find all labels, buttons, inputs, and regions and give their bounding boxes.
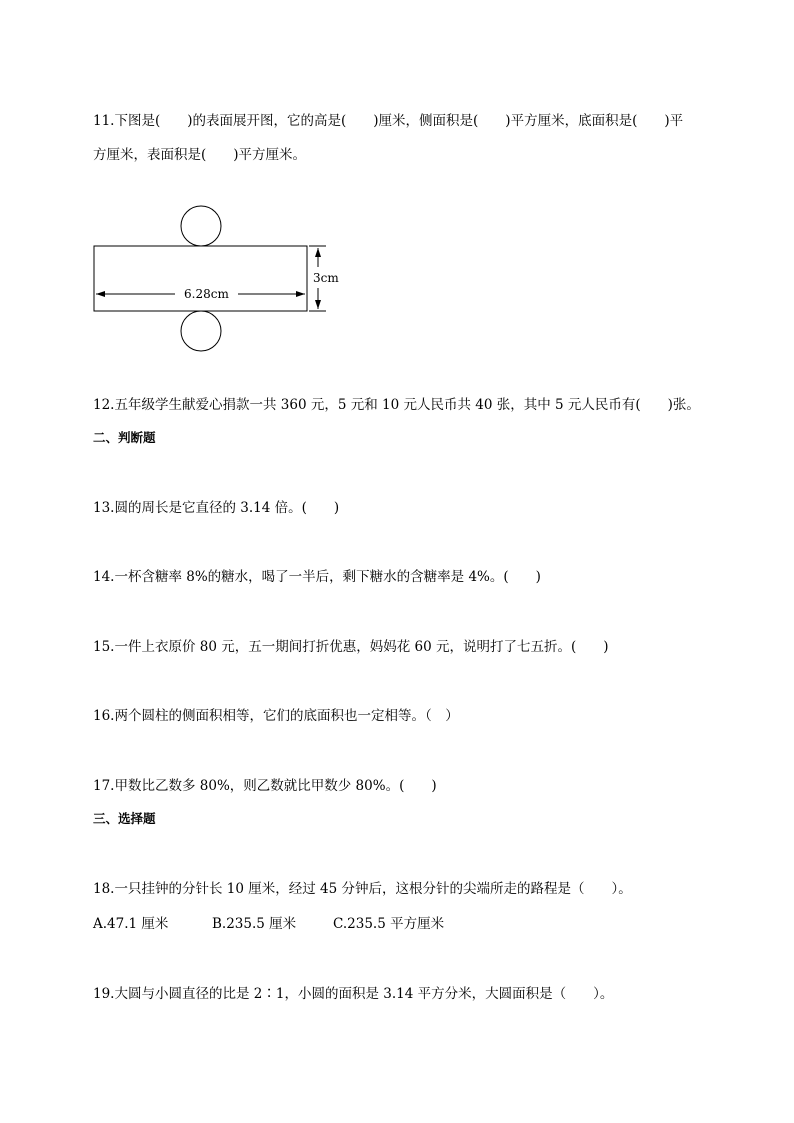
question-15: 15.一件上衣原价 80 元，五一期间打折优惠，妈妈花 60 元，说明打了七五折。( ) — [93, 639, 609, 655]
question-17: 17.甲数比乙数多 80%，则乙数就比甲数少 80%。( ) — [93, 778, 437, 794]
section-heading-choice: 三、选择题 — [93, 811, 156, 826]
question-18-option-c: C.235.5 平方厘米 — [333, 916, 445, 932]
cylinder-net-figure — [80, 196, 350, 356]
section-heading-judgment: 二、判断题 — [93, 430, 156, 445]
question-14: 14.一杯含糖率 8%的糖水，喝了一半后，剩下糖水的含糖率是 4%。( ) — [93, 569, 541, 585]
question-11-line-1: 11.下图是( )的表面展开图，它的高是( )厘米，侧面积是( )平方厘米，底面积是( )平 — [93, 113, 684, 129]
question-11-line-2: 方厘米，表面积是( )平方厘米。 — [93, 147, 307, 163]
top-base-circle — [181, 206, 221, 246]
question-18-option-b: B.235.5 厘米 — [212, 916, 297, 932]
width-label: 6.28cm — [184, 287, 229, 301]
question-13: 13.圆的周长是它直径的 3.14 倍。( ) — [93, 500, 340, 516]
lateral-rectangle — [94, 246, 307, 311]
height-label: 3cm — [313, 271, 339, 285]
question-16: 16.两个圆柱的侧面积相等，它们的底面积也一定相等。（ ） — [93, 708, 459, 724]
question-19: 19.大圆与小圆直径的比是 2∶1，小圆的面积是 3.14 平方分米，大圆面积是（ ）。 — [93, 986, 614, 1002]
bottom-base-circle — [181, 311, 221, 351]
question-12: 12.五年级学生献爱心捐款一共 360 元，5 元和 10 元人民币共 40 张，其中 5 元人民币有( )张。 — [93, 397, 700, 413]
question-18-option-a: A.47.1 厘米 — [93, 916, 169, 932]
question-18: 18.一只挂钟的分针长 10 厘米，经过 45 分钟后，这根分针的尖端所走的路程是（ ）。 — [93, 881, 632, 897]
